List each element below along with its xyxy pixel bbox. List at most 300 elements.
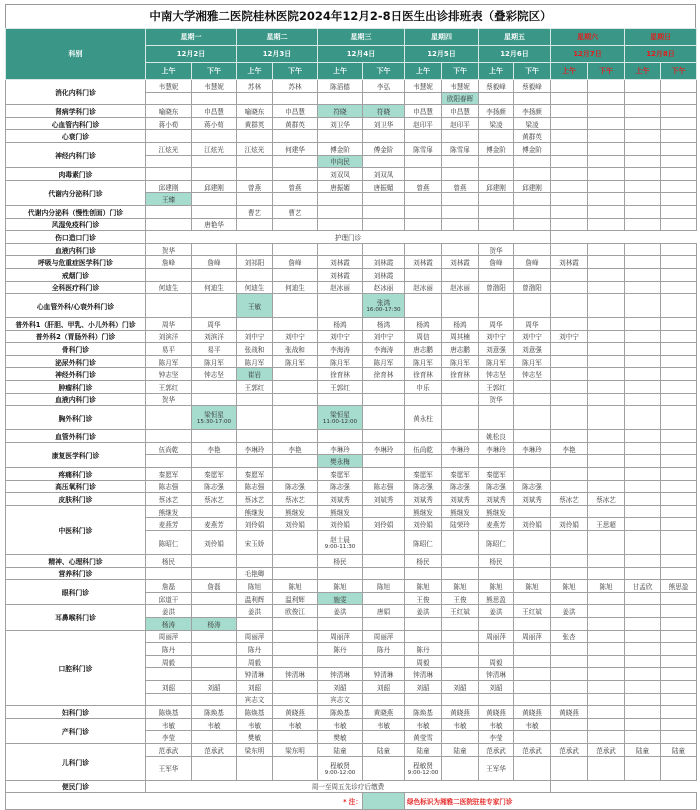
doctor-cell: 周丽萍 bbox=[479, 630, 514, 643]
doctor-cell: 陈焕基 bbox=[146, 706, 192, 719]
merged-cell bbox=[146, 780, 551, 793]
doctor-cell bbox=[146, 455, 192, 468]
doctor-cell: 陈志强 bbox=[146, 480, 192, 493]
table-row bbox=[6, 256, 697, 269]
doctor-cell bbox=[551, 294, 588, 318]
doctor-cell bbox=[588, 105, 625, 118]
doctor-cell bbox=[273, 406, 318, 430]
doctor-cell bbox=[442, 531, 479, 555]
doctor-cell bbox=[551, 218, 588, 231]
doctor-name: 王敏 bbox=[247, 302, 262, 311]
doctor-cell: 周丽萍 bbox=[237, 630, 273, 643]
doctor-cell: 钟清琳 bbox=[237, 668, 273, 681]
doctor-cell bbox=[551, 193, 588, 206]
doctor-cell bbox=[405, 617, 442, 630]
doctor-cell: 陈旭 bbox=[551, 580, 588, 593]
doctor-cell: 王俊 bbox=[442, 592, 479, 605]
doctor-cell: 唐振媚 bbox=[318, 180, 363, 193]
doctor-cell bbox=[405, 155, 442, 168]
doctor-cell: 陈旭 bbox=[588, 580, 625, 593]
date-header: 12月5日 bbox=[405, 46, 479, 63]
doctor-cell: 詹峰 bbox=[479, 256, 514, 269]
doctor-name: 程敏贤 bbox=[330, 761, 350, 770]
doctor-cell: 周华 bbox=[514, 318, 551, 331]
doctor-cell bbox=[625, 731, 661, 744]
doctor-cell bbox=[551, 680, 588, 693]
doctor-cell bbox=[479, 155, 514, 168]
doctor-cell bbox=[192, 193, 237, 206]
doctor-cell bbox=[551, 756, 588, 780]
doctor-cell bbox=[479, 218, 514, 231]
doctor-cell bbox=[661, 168, 697, 181]
doctor-cell: 秦愿军 bbox=[192, 468, 237, 481]
doctor-cell bbox=[479, 693, 514, 706]
note-row bbox=[6, 793, 697, 810]
clinic-time: 9:00-12:00 bbox=[324, 769, 356, 776]
doctor-cell bbox=[661, 643, 697, 656]
doctor-cell bbox=[551, 281, 588, 294]
doctor-cell bbox=[625, 105, 661, 118]
doctor-cell: 陈丹 bbox=[405, 643, 442, 656]
doctor-cell: 曹艺 bbox=[273, 205, 318, 218]
doctor-cell: 王郭红 bbox=[146, 381, 192, 394]
doctor-cell bbox=[625, 243, 661, 256]
doctor-cell: 韦敏 bbox=[514, 718, 551, 731]
table-row bbox=[6, 218, 697, 231]
doctor-cell: 陈旭 bbox=[442, 580, 479, 593]
doctor-cell: 黄永柱 bbox=[405, 406, 442, 430]
doctor-cell bbox=[405, 205, 442, 218]
table-header bbox=[6, 29, 697, 80]
doctor-cell bbox=[661, 381, 697, 394]
doctor-cell: 姜洪 bbox=[237, 605, 273, 618]
doctor-cell bbox=[318, 617, 363, 630]
doctor-cell bbox=[588, 442, 625, 455]
doctor-cell bbox=[273, 168, 318, 181]
doctor-cell: 钟清琳 bbox=[405, 668, 442, 681]
doctor-cell bbox=[192, 605, 237, 618]
doctor-cell: 徐育林 bbox=[442, 368, 479, 381]
date-header: 12月3日 bbox=[237, 46, 318, 63]
doctor-cell bbox=[514, 592, 551, 605]
doctor-cell bbox=[273, 430, 318, 443]
doctor-cell: 陈志强 bbox=[442, 480, 479, 493]
doctor-cell bbox=[661, 617, 697, 630]
clinic-time: 9:00-12:00 bbox=[407, 769, 439, 776]
pm-header: 下午 bbox=[514, 63, 551, 80]
doctor-cell: 黄晓燕 bbox=[514, 706, 551, 719]
doctor-cell bbox=[405, 294, 442, 318]
table-row bbox=[6, 130, 697, 143]
doctor-name: 梁恒星 bbox=[204, 411, 224, 420]
doctor-cell bbox=[625, 718, 661, 731]
doctor-cell bbox=[514, 643, 551, 656]
doctor-cell: 曾燕 bbox=[237, 180, 273, 193]
doctor-cell bbox=[192, 617, 237, 630]
table-body bbox=[6, 80, 697, 810]
doctor-cell: 刘中宁 bbox=[318, 330, 363, 343]
doctor-cell: 杨鸿 bbox=[405, 318, 442, 331]
doctor-cell: 李弘 bbox=[363, 80, 405, 93]
doctor-cell: 温利辉 bbox=[273, 592, 318, 605]
doctor-cell bbox=[625, 330, 661, 343]
doctor-cell bbox=[551, 243, 588, 256]
doctor-cell bbox=[625, 281, 661, 294]
date-header: 12月8日 bbox=[625, 46, 697, 63]
doctor-cell bbox=[363, 105, 405, 118]
doctor-cell bbox=[551, 668, 588, 681]
doctor-cell bbox=[318, 756, 363, 780]
doctor-cell bbox=[588, 142, 625, 155]
doctor-cell bbox=[405, 455, 442, 468]
doctor-cell bbox=[514, 381, 551, 394]
doctor-cell: 韦慧妮 bbox=[192, 80, 237, 93]
doctor-cell bbox=[625, 343, 661, 356]
doctor-cell: 熊继发 bbox=[405, 505, 442, 518]
doctor-cell bbox=[588, 555, 625, 568]
doctor-cell bbox=[442, 205, 479, 218]
doctor-cell bbox=[551, 355, 588, 368]
am-header: 上午 bbox=[318, 63, 363, 80]
doctor-cell bbox=[146, 567, 192, 580]
doctor-cell: 蔡冰艺 bbox=[551, 493, 588, 506]
doctor-cell: 刘林霞 bbox=[363, 268, 405, 281]
doctor-cell bbox=[273, 630, 318, 643]
table-row bbox=[6, 105, 697, 118]
doctor-cell: 陈旭 bbox=[273, 580, 318, 593]
doctor-cell bbox=[625, 268, 661, 281]
table-row bbox=[6, 117, 697, 130]
department-name: 妇科门诊 bbox=[6, 706, 146, 719]
doctor-cell bbox=[588, 567, 625, 580]
department-name: 神经内科门诊 bbox=[6, 142, 146, 167]
doctor-cell bbox=[588, 531, 625, 555]
doctor-cell: 刘双凤 bbox=[363, 168, 405, 181]
doctor-cell: 熊继发 bbox=[479, 505, 514, 518]
doctor-cell bbox=[588, 180, 625, 193]
doctor-cell: 刘意强 bbox=[479, 343, 514, 356]
doctor-cell bbox=[588, 355, 625, 368]
doctor-cell bbox=[405, 243, 442, 256]
doctor-cell bbox=[551, 731, 588, 744]
department-name: 肾病学科门诊 bbox=[6, 105, 146, 118]
doctor-cell: 刘伶娟 bbox=[363, 518, 405, 531]
table-row bbox=[6, 468, 697, 481]
doctor-cell bbox=[514, 168, 551, 181]
doctor-cell bbox=[273, 531, 318, 555]
doctor-cell bbox=[514, 468, 551, 481]
doctor-cell: 麦燕芳 bbox=[146, 518, 192, 531]
doctor-cell: 刘林霞 bbox=[405, 256, 442, 269]
doctor-cell bbox=[661, 180, 697, 193]
department-name: 口腔科门诊 bbox=[6, 630, 146, 706]
doctor-cell bbox=[363, 567, 405, 580]
doctor-cell bbox=[661, 505, 697, 518]
doctor-cell bbox=[661, 718, 697, 731]
doctor-cell bbox=[237, 92, 273, 105]
doctor-cell bbox=[405, 567, 442, 580]
doctor-cell bbox=[479, 643, 514, 656]
doctor-cell bbox=[442, 567, 479, 580]
page-title: 中南大学湘雅二医院桂林医院2024年12月2-8日医生出诊排班表（叠彩院区） bbox=[5, 4, 696, 28]
doctor-cell bbox=[551, 80, 588, 93]
doctor-cell: 钟志坚 bbox=[479, 368, 514, 381]
doctor-cell: 李扬颜 bbox=[479, 105, 514, 118]
doctor-cell: 熊继发 bbox=[237, 505, 273, 518]
doctor-cell bbox=[442, 655, 479, 668]
doctor-cell: 秦愿军 bbox=[237, 468, 273, 481]
doctor-cell: 唐振媚 bbox=[363, 180, 405, 193]
doctor-cell bbox=[442, 268, 479, 281]
doctor-cell bbox=[588, 630, 625, 643]
doctor-cell bbox=[551, 567, 588, 580]
doctor-cell: 韦慧妮 bbox=[405, 80, 442, 93]
doctor-cell bbox=[551, 592, 588, 605]
doctor-cell bbox=[514, 668, 551, 681]
doctor-cell bbox=[588, 168, 625, 181]
doctor-cell bbox=[405, 130, 442, 143]
doctor-cell: 蔡冰艺 bbox=[146, 493, 192, 506]
doctor-cell bbox=[442, 731, 479, 744]
doctor-cell bbox=[625, 294, 661, 318]
doctor-cell: 黄莹雪 bbox=[405, 731, 442, 744]
table-row bbox=[6, 281, 697, 294]
doctor-cell bbox=[514, 205, 551, 218]
doctor-cell: 詹峰 bbox=[273, 256, 318, 269]
doctor-cell: 赵冰丽 bbox=[405, 281, 442, 294]
doctor-cell bbox=[588, 643, 625, 656]
doctor-cell: 何迪生 bbox=[192, 281, 237, 294]
doctor-cell bbox=[318, 592, 363, 605]
doctor-cell bbox=[514, 617, 551, 630]
doctor-cell: 杨民 bbox=[479, 555, 514, 568]
doctor-cell bbox=[442, 756, 479, 780]
doctor-cell: 蒋小荀 bbox=[192, 117, 237, 130]
doctor-cell: 伍尚乾 bbox=[146, 442, 192, 455]
doctor-cell: 韦敏 bbox=[146, 718, 192, 731]
doctor-cell: 周毅 bbox=[146, 655, 192, 668]
doctor-cell: 贺华 bbox=[146, 243, 192, 256]
doctor-cell bbox=[146, 168, 192, 181]
doctor-cell bbox=[514, 731, 551, 744]
doctor-cell: 刘林霞 bbox=[363, 256, 405, 269]
doctor-cell: 申昌慧 bbox=[442, 105, 479, 118]
doctor-cell: 秦愿军 bbox=[479, 468, 514, 481]
doctor-cell: 王红斌 bbox=[442, 605, 479, 618]
doctor-cell bbox=[273, 193, 318, 206]
doctor-cell: 范承武 bbox=[588, 743, 625, 756]
doctor-cell bbox=[625, 92, 661, 105]
doctor-cell bbox=[192, 130, 237, 143]
table-row bbox=[6, 580, 697, 593]
table-row bbox=[6, 142, 697, 155]
am-header: 上午 bbox=[551, 63, 588, 80]
doctor-cell bbox=[192, 693, 237, 706]
doctor-cell bbox=[192, 430, 237, 443]
table-row bbox=[6, 168, 697, 181]
doctor-cell bbox=[318, 155, 363, 168]
doctor-cell bbox=[551, 155, 588, 168]
weekday-header: 星期三 bbox=[318, 29, 405, 46]
doctor-cell: 刘韶 bbox=[146, 680, 192, 693]
doctor-cell: 钟清琳 bbox=[363, 668, 405, 681]
doctor-cell bbox=[625, 605, 661, 618]
doctor-cell: 张战和 bbox=[237, 343, 273, 356]
doctor-cell: 申昌慧 bbox=[405, 105, 442, 118]
doctor-cell: 李琳玲 bbox=[442, 442, 479, 455]
doctor-cell bbox=[661, 243, 697, 256]
doctor-cell: 陈焕基 bbox=[405, 706, 442, 719]
doctor-cell bbox=[273, 617, 318, 630]
table-row bbox=[6, 180, 697, 193]
doctor-cell: 傅金阶 bbox=[318, 142, 363, 155]
doctor-cell bbox=[363, 193, 405, 206]
table-row bbox=[6, 505, 697, 518]
doctor-cell: 陈月军 bbox=[363, 355, 405, 368]
doctor-cell bbox=[363, 455, 405, 468]
doctor-cell bbox=[661, 555, 697, 568]
doctor-cell: 姜洪 bbox=[479, 605, 514, 618]
doctor-cell: 蔡毅峰 bbox=[514, 80, 551, 93]
department-name: 血管外科门诊 bbox=[6, 430, 146, 443]
doctor-cell: 陈丹 bbox=[237, 643, 273, 656]
department-name: 胸外科门诊 bbox=[6, 406, 146, 430]
doctor-cell bbox=[588, 605, 625, 618]
doctor-cell bbox=[661, 218, 697, 231]
doctor-cell: 杨鸿 bbox=[442, 318, 479, 331]
doctor-cell: 詹磊 bbox=[192, 580, 237, 593]
doctor-cell bbox=[661, 592, 697, 605]
doctor-cell bbox=[625, 381, 661, 394]
doctor-cell bbox=[442, 92, 479, 105]
doctor-cell: 陆童 bbox=[363, 743, 405, 756]
doctor-cell: 江炫光 bbox=[192, 142, 237, 155]
clinic-time: 16:00-17:30 bbox=[366, 307, 401, 314]
doctor-cell: 王红斌 bbox=[514, 605, 551, 618]
doctor-cell bbox=[479, 130, 514, 143]
department-name: 心血管外科/心衰外科门诊 bbox=[6, 294, 146, 318]
date-header: 12月7日 bbox=[551, 46, 625, 63]
doctor-cell bbox=[625, 218, 661, 231]
doctor-cell bbox=[442, 693, 479, 706]
doctor-cell: 刘中宁 bbox=[479, 330, 514, 343]
doctor-cell: 秦愿军 bbox=[442, 468, 479, 481]
table-row bbox=[6, 368, 697, 381]
doctor-cell bbox=[514, 505, 551, 518]
doctor-cell bbox=[273, 731, 318, 744]
doctor-cell bbox=[442, 617, 479, 630]
doctor-cell bbox=[363, 430, 405, 443]
doctor-cell bbox=[551, 343, 588, 356]
doctor-cell bbox=[588, 480, 625, 493]
doctor-cell bbox=[625, 643, 661, 656]
doctor-cell bbox=[588, 617, 625, 630]
department-name: 泌尿外科门诊 bbox=[6, 355, 146, 368]
doctor-cell: 陈丹 bbox=[318, 643, 363, 656]
doctor-cell bbox=[273, 455, 318, 468]
doctor-cell: 秦愿军 bbox=[318, 468, 363, 481]
doctor-cell: 周丽萍 bbox=[514, 630, 551, 643]
doctor-cell: 杨民 bbox=[405, 555, 442, 568]
doctor-cell bbox=[237, 406, 273, 430]
doctor-cell: 姜洪 bbox=[551, 605, 588, 618]
doctor-cell: 唐娟 bbox=[363, 605, 405, 618]
doctor-cell: 李琳玲 bbox=[479, 442, 514, 455]
doctor-cell bbox=[442, 643, 479, 656]
doctor-cell: 陈志强 bbox=[363, 480, 405, 493]
doctor-cell bbox=[237, 243, 273, 256]
doctor-cell bbox=[661, 567, 697, 580]
doctor-cell: 李琳玲 bbox=[318, 442, 363, 455]
doctor-cell: 唐艳华 bbox=[192, 218, 237, 231]
doctor-cell: 蔡冰艺 bbox=[273, 493, 318, 506]
doctor-cell: 陆童 bbox=[442, 743, 479, 756]
doctor-cell bbox=[237, 155, 273, 168]
doctor-cell: 申乐 bbox=[405, 381, 442, 394]
doctor-cell bbox=[588, 680, 625, 693]
note-legend-swatch bbox=[363, 793, 405, 810]
doctor-cell bbox=[625, 130, 661, 143]
doctor-cell bbox=[588, 218, 625, 231]
doctor-cell bbox=[588, 693, 625, 706]
doctor-cell: 刘滨洋 bbox=[192, 330, 237, 343]
doctor-cell: 徐育林 bbox=[405, 368, 442, 381]
doctor-cell: 唐志鹏 bbox=[442, 343, 479, 356]
doctor-cell: 陆童 bbox=[405, 743, 442, 756]
doctor-cell bbox=[625, 205, 661, 218]
doctor-cell bbox=[661, 455, 697, 468]
doctor-cell bbox=[318, 193, 363, 206]
doctor-cell: 钟志坚 bbox=[146, 368, 192, 381]
doctor-cell bbox=[551, 455, 588, 468]
doctor-cell bbox=[405, 218, 442, 231]
doctor-cell bbox=[661, 205, 697, 218]
doctor-cell: 陈志强 bbox=[318, 480, 363, 493]
doctor-cell: 邱建刚 bbox=[514, 180, 551, 193]
doctor-cell: 陈雪扉 bbox=[405, 142, 442, 155]
department-name: 伤口造口门诊 bbox=[6, 231, 146, 244]
doctor-cell: 王郭红 bbox=[237, 381, 273, 394]
doctor-cell: 刘林霞 bbox=[551, 256, 588, 269]
doctor-cell bbox=[625, 518, 661, 531]
doctor-cell: 刘韶 bbox=[237, 680, 273, 693]
am-header: 上午 bbox=[405, 63, 442, 80]
doctor-cell bbox=[661, 117, 697, 130]
doctor-cell: 温利辉 bbox=[237, 592, 273, 605]
department-name: 儿科门诊 bbox=[6, 743, 146, 780]
doctor-cell bbox=[625, 655, 661, 668]
doctor-cell bbox=[146, 617, 192, 630]
doctor-cell: 陈旭 bbox=[405, 580, 442, 593]
doctor-cell bbox=[405, 630, 442, 643]
table-row bbox=[6, 430, 697, 443]
table-row bbox=[6, 743, 697, 756]
doctor-cell bbox=[318, 92, 363, 105]
table-row bbox=[6, 480, 697, 493]
doctor-cell bbox=[661, 355, 697, 368]
doctor-cell: 熊继发 bbox=[442, 505, 479, 518]
doctor-name: 欧阳春晖 bbox=[446, 95, 474, 104]
doctor-cell: 陈旭 bbox=[363, 580, 405, 593]
doctor-cell: 刘林霞 bbox=[318, 268, 363, 281]
doctor-cell bbox=[363, 693, 405, 706]
doctor-cell bbox=[661, 668, 697, 681]
doctor-cell bbox=[363, 617, 405, 630]
doctor-cell bbox=[588, 505, 625, 518]
doctor-cell: 詹磊 bbox=[146, 580, 192, 593]
doctor-cell bbox=[442, 193, 479, 206]
department-name: 血液内科门诊 bbox=[6, 393, 146, 406]
